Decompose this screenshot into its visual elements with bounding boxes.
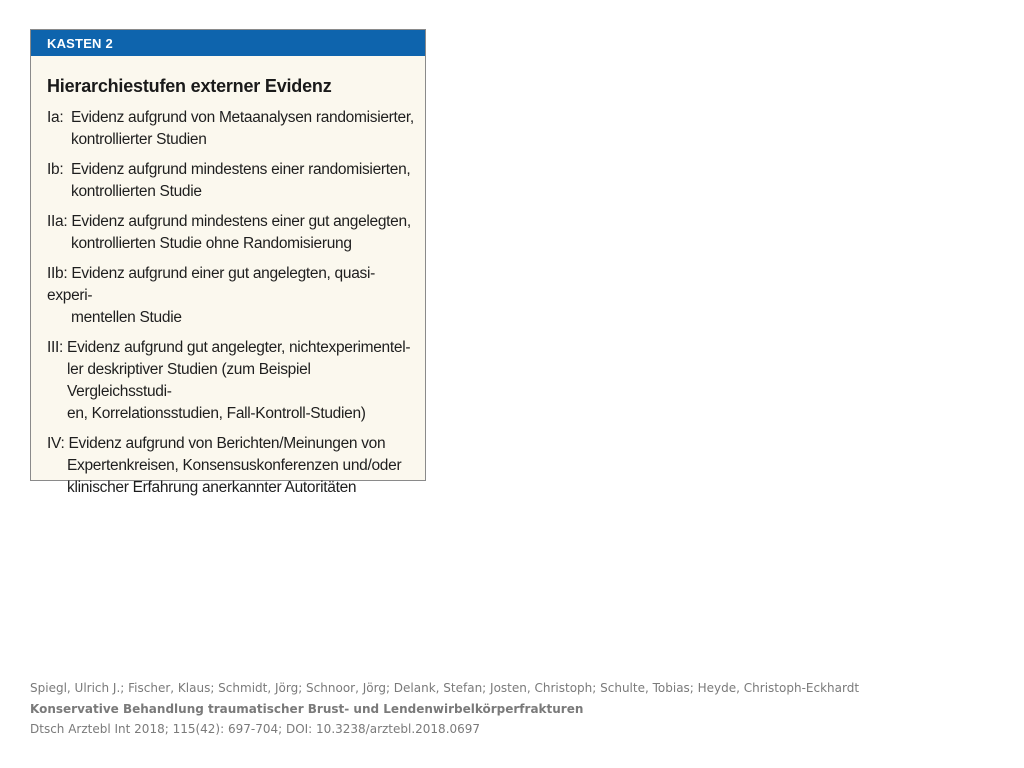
level-line: kontrollierten Studie ohne Randomisierung [71,235,352,252]
level-line-text: Evidenz aufgrund einer gut angelegten, quasi-experi- [47,265,375,304]
level-code: IV: [47,435,65,452]
evidence-level-iia [47,211,419,255]
citation [30,678,859,740]
citation-authors: Spiegl, Ulrich J.; Fischer, Klaus; Schmidt, Jörg; Schnoor, Jörg; Delank, Stefan; Josten, Christoph; Schulte, Tobias; Heyde, Christoph-Eckhardt [30,681,860,695]
evidence-level-iv [47,433,419,499]
level-line-text: Evidenz aufgrund gut angelegter, nichtexperimentel- [67,339,411,356]
level-line [47,337,419,359]
level-code: IIa: [47,213,68,230]
level-line: Evidenz aufgrund mindestens einer randomisierten, [71,161,411,178]
box-header: KASTEN 2 [31,30,425,56]
level-line [47,263,419,307]
citation-article-title: Konservative Behandlung traumatischer Brust- und Lendenwirbelkörperfrakturen [30,701,584,716]
level-description [71,107,419,151]
level-line: ler deskriptiver Studien (zum Beispiel Vergleichsstudi- [67,361,311,400]
level-line: kontrollierten Studie [71,183,202,200]
level-line-text: Evidenz aufgrund von Berichten/Meinungen von [68,435,386,452]
evidence-level-list [47,107,419,499]
level-line: klinischer Erfahrung anerkannter Autoritäten [67,479,357,496]
evidence-level-ib [47,159,419,203]
level-code: III: [47,339,64,356]
level-line: Evidenz aufgrund von Metaanalysen randomisierter, [71,109,414,126]
level-line [47,433,419,455]
level-line: mentellen Studie [71,309,182,326]
level-code: Ia: [47,109,64,126]
level-code: Ib: [47,161,64,178]
evidence-level-ia [47,107,419,151]
level-line [47,211,419,233]
evidence-level-iib [47,263,419,329]
level-line: en, Korrelationsstudien, Fall-Kontroll-Studien) [67,405,366,422]
box-title: Hierarchiestufen externer Evidenz [47,76,332,96]
level-line-text: Evidenz aufgrund mindestens einer gut angelegten, [71,213,411,230]
citation-source: Dtsch Arztebl Int 2018; 115(42): 697-704; DOI: 10.3238/arztebl.2018.0697 [30,722,481,736]
level-code: IIb: [47,265,68,282]
evidence-level-iii [47,337,419,425]
level-line: Expertenkreisen, Konsensuskonferenzen und/oder [67,457,402,474]
evidence-box [30,29,426,496]
level-description [71,159,419,203]
level-line: kontrollierter Studien [71,131,207,148]
